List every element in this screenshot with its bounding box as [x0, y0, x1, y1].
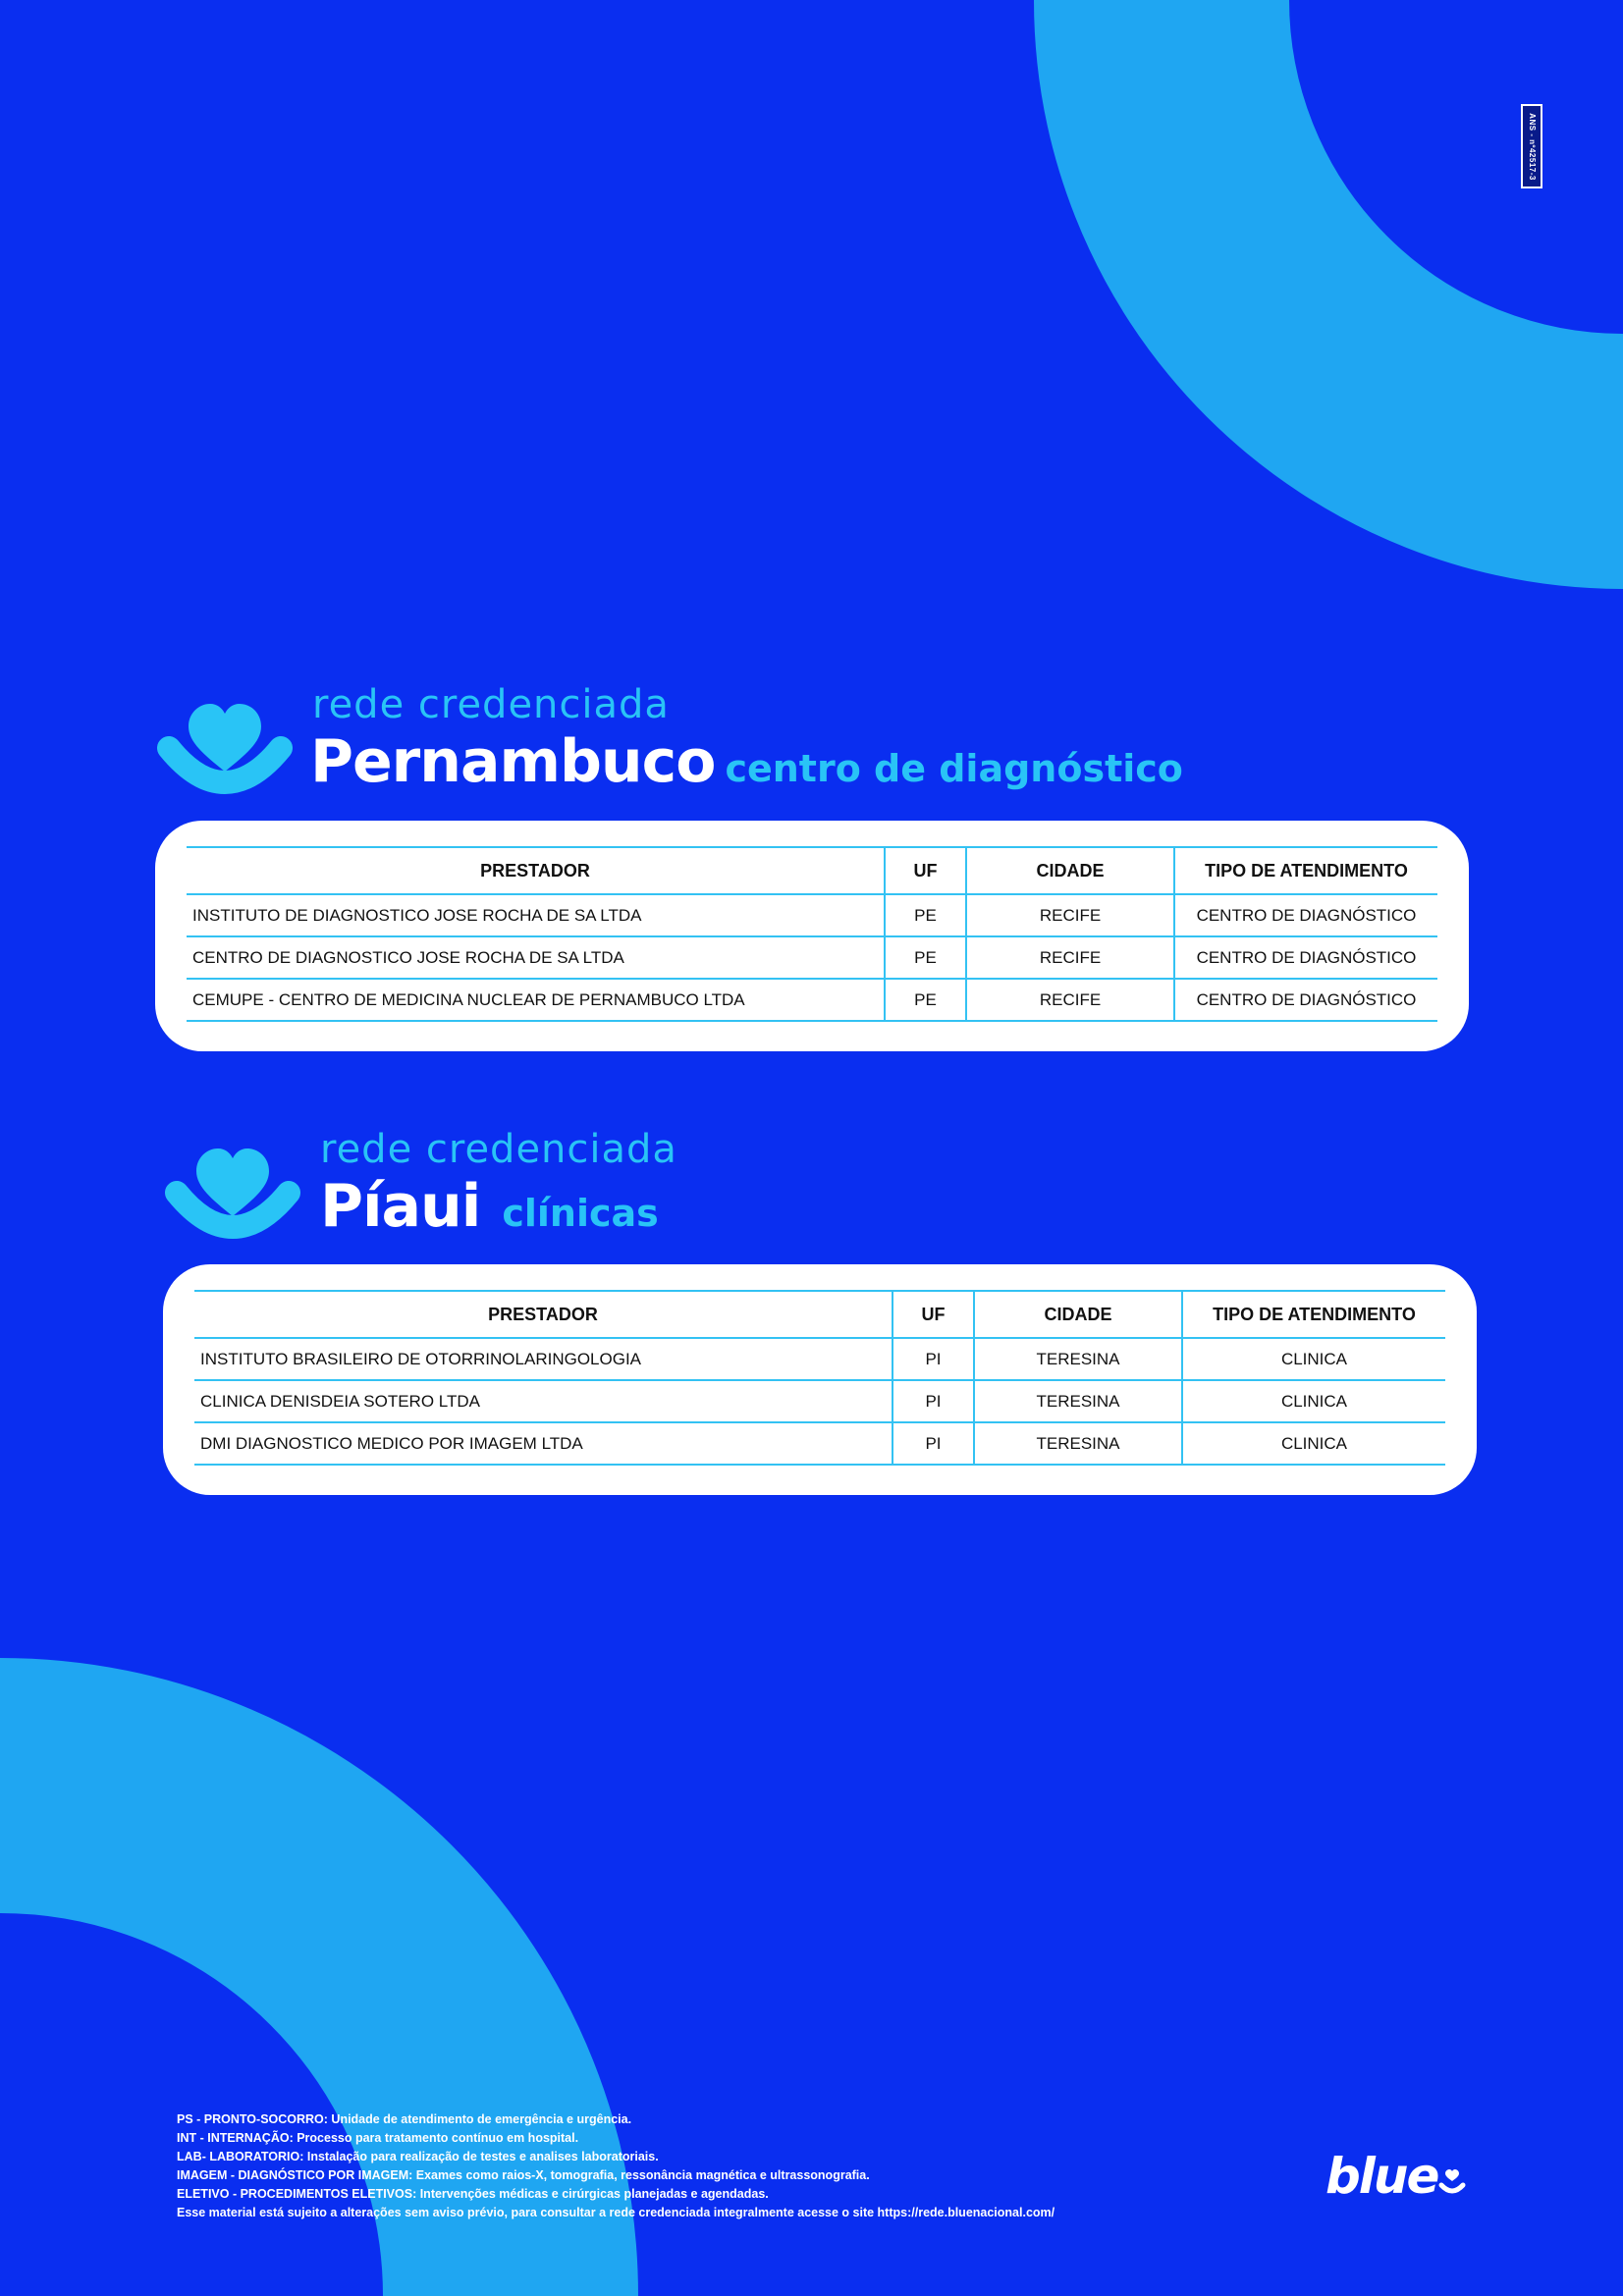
header-prestador: PRESTADOR: [187, 847, 885, 894]
providers-card-pernambuco: [155, 821, 1469, 1051]
legend-ps: PS - PRONTO-SOCORRO: Unidade de atendimento de emergência e urgência.: [177, 2112, 632, 2126]
legend-eletivo: ELETIVO - PROCEDIMENTOS ELETIVOS: Intervenções médicas e cirúrgicas planejadas e agendadas.: [177, 2187, 769, 2201]
table-row: [194, 1380, 1445, 1422]
top-right-arc: [1162, 0, 1623, 461]
cell-prestador: CLINICA DENISDEIA SOTERO LTDA: [194, 1380, 893, 1422]
state-name: Píaui: [320, 1172, 481, 1241]
section-subtitle: rede credenciada: [320, 1127, 677, 1172]
cell-cidade: RECIFE: [966, 936, 1174, 979]
cell-uf: PE: [885, 979, 966, 1021]
category-label: centro de diagnóstico: [725, 747, 1183, 790]
section-title-line: [310, 727, 1183, 796]
table-header-row: [194, 1291, 1445, 1338]
cell-prestador: CENTRO DE DIAGNOSTICO JOSE ROCHA DE SA LTDA: [187, 936, 885, 979]
providers-table: [187, 846, 1437, 1022]
header-cidade: CIDADE: [974, 1291, 1182, 1338]
cell-tipo: CENTRO DE DIAGNÓSTICO: [1174, 936, 1437, 979]
cell-cidade: TERESINA: [974, 1338, 1182, 1380]
table-row: [187, 979, 1437, 1021]
cell-uf: PI: [893, 1380, 974, 1422]
cell-prestador: CEMUPE - CENTRO DE MEDICINA NUCLEAR DE PERNAMBUCO LTDA: [187, 979, 885, 1021]
header-uf: UF: [893, 1291, 974, 1338]
cell-uf: PI: [893, 1338, 974, 1380]
disclaimer-text: Esse material está sujeito a alterações sem aviso prévio, para consultar a rede credenciada integralmente acesse o site https://rede.bluenacional.com/: [177, 2206, 1055, 2219]
providers-card-piaui: [163, 1264, 1477, 1495]
section-subtitle: rede credenciada: [312, 682, 670, 727]
category-label: clínicas: [502, 1192, 659, 1235]
header-prestador: PRESTADOR: [194, 1291, 893, 1338]
legend-imagem: IMAGEM - DIAGNÓSTICO POR IMAGEM: Exames como raios-X, tomografia, ressonância magnética e ultrassonografia.: [177, 2168, 870, 2182]
legend-int: INT - INTERNAÇÃO: Processo para tratamento contínuo em hospital.: [177, 2131, 579, 2145]
ans-registration-text: ANS - nº42517-3: [1527, 112, 1537, 181]
cell-tipo: CLINICA: [1182, 1380, 1445, 1422]
footer-legend: [177, 2110, 1055, 2222]
cell-uf: PE: [885, 894, 966, 936]
table-row: [194, 1422, 1445, 1465]
cell-cidade: RECIFE: [966, 894, 1174, 936]
header-tipo: TIPO DE ATENDIMENTO: [1182, 1291, 1445, 1338]
cell-cidade: TERESINA: [974, 1380, 1182, 1422]
cell-tipo: CENTRO DE DIAGNÓSTICO: [1174, 894, 1437, 936]
svg-text:blue: blue: [1325, 2148, 1438, 2205]
ans-registration-badge: [1521, 104, 1542, 188]
cell-tipo: CLINICA: [1182, 1422, 1445, 1465]
cell-uf: PE: [885, 936, 966, 979]
header-uf: UF: [885, 847, 966, 894]
providers-table: [194, 1290, 1445, 1466]
cell-prestador: INSTITUTO BRASILEIRO DE OTORRINOLARINGOLOGIA: [194, 1338, 893, 1380]
cell-prestador: INSTITUTO DE DIAGNOSTICO JOSE ROCHA DE SA LTDA: [187, 894, 885, 936]
cell-prestador: DMI DIAGNOSTICO MEDICO POR IMAGEM LTDA: [194, 1422, 893, 1465]
section-title-line: [320, 1172, 659, 1241]
heart-smile-icon: [163, 1132, 302, 1250]
table-header-row: [187, 847, 1437, 894]
table-row: [187, 936, 1437, 979]
table-row: [194, 1338, 1445, 1380]
table-row: [187, 894, 1437, 936]
logo-smile-icon: [1441, 2185, 1463, 2191]
cell-tipo: CENTRO DE DIAGNÓSTICO: [1174, 979, 1437, 1021]
header-tipo: TIPO DE ATENDIMENTO: [1174, 847, 1437, 894]
cell-uf: PI: [893, 1422, 974, 1465]
state-name: Pernambuco: [310, 727, 716, 796]
cell-cidade: RECIFE: [966, 979, 1174, 1021]
cell-tipo: CLINICA: [1182, 1338, 1445, 1380]
header-cidade: CIDADE: [966, 847, 1174, 894]
heart-smile-icon: [155, 687, 295, 805]
legend-lab: LAB- LABORATORIO: Instalação para realização de testes e analises laboratoriais.: [177, 2150, 659, 2163]
cell-cidade: TERESINA: [974, 1422, 1182, 1465]
blue-logo: [1325, 2148, 1473, 2207]
logo-heart-icon: [1445, 2169, 1459, 2181]
